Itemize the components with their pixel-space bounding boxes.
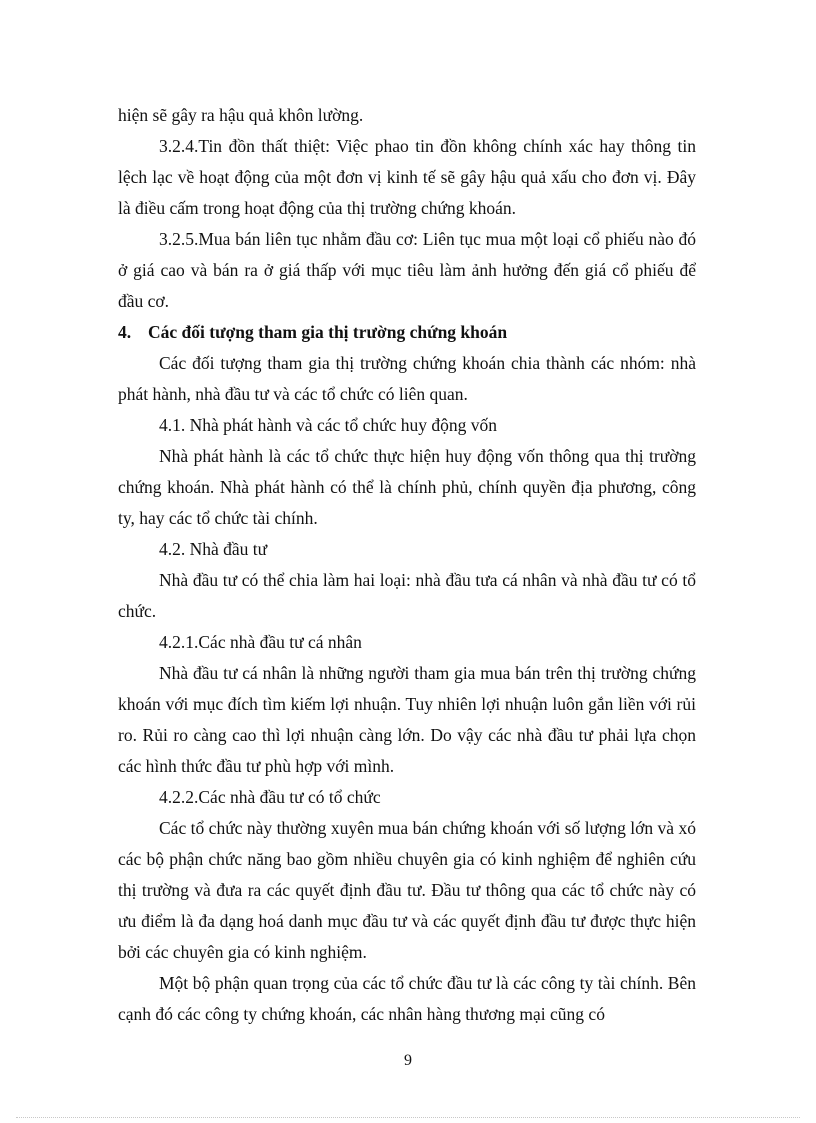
- subheading-institutional-investors: 4.2.2.Các nhà đầu tư có tổ chức: [159, 787, 381, 807]
- section-heading-title: Các đối tượng tham gia thị trường chứng khoán: [148, 322, 508, 342]
- document-body: [118, 100, 696, 1030]
- paragraph-individual-investors: Nhà đầu tư cá nhân là những người tham gia mua bán trên thị trường chứng khoán với mục đích tìm kiếm lợi nhuận. Tuy nhiên lợi nhuận luôn gắn liền với rủi ro. Rủi ro càng cao thì lợi nhuận càng lớn. Do vậy các nhà đầu tư phải lựa chọn các hình thức đầu tư phù hợp với mình.: [118, 663, 696, 776]
- section-heading: [118, 317, 696, 348]
- page-number: 9: [404, 1052, 412, 1069]
- paragraph-continuation: hiện sẽ gây ra hậu quả khôn lường.: [118, 105, 364, 125]
- paragraph-speculation: 3.2.5.Mua bán liên tục nhằm đầu cơ: Liên tục mua một loại cổ phiếu nào đó ở giá cao và bán ra ở giá thấp với mục tiêu làm ảnh hưởng đến giá cổ phiếu để đầu cơ.: [118, 229, 696, 311]
- page-bottom-divider: [16, 1117, 800, 1118]
- paragraph-issuers: Nhà phát hành là các tổ chức thực hiện huy động vốn thông qua thị trường chứng khoán. Nhà phát hành có thể là chính phủ, chính quyền địa phương, công ty, hay các tổ chức tài chính.: [118, 446, 696, 528]
- paragraph-financial-companies: Một bộ phận quan trọng của các tổ chức đầu tư là các công ty tài chính. Bên cạnh đó các công ty chứng khoán, các nhân hàng thương mại cũng có: [118, 973, 696, 1024]
- paragraph-investors: Nhà đầu tư có thể chia làm hai loại: nhà đầu tưa cá nhân và nhà đầu tư có tổ chức.: [118, 570, 696, 621]
- section-heading-number: 4.: [118, 322, 132, 342]
- subheading-issuers: 4.1. Nhà phát hành và các tổ chức huy động vốn: [159, 415, 498, 435]
- subheading-individual-investors: 4.2.1.Các nhà đầu tư cá nhân: [159, 632, 362, 652]
- paragraph-participants: Các đối tượng tham gia thị trường chứng khoán chia thành các nhóm: nhà phát hành, nhà đầu tư và các tổ chức có liên quan.: [118, 353, 696, 404]
- paragraph-institutional-investors: Các tổ chức này thường xuyên mua bán chứng khoán với số lượng lớn và xó các bộ phận chức năng bao gồm nhiều chuyên gia có kinh nghiệm để nghiên cứu thị trường và đưa ra các quyết định đầu tư. Đầu tư thông qua các tổ chức này có ưu điểm là đa dạng hoá danh mục đầu tư và các quyết định đầu tư được thực hiện bởi các chuyên gia có kinh nghiệm.: [118, 818, 696, 962]
- paragraph-rumor: 3.2.4.Tin đồn thất thiệt: Việc phao tin đồn không chính xác hay thông tin lệch lạc về hoạt động của một đơn vị kinh tế sẽ gây hậu quả xấu cho đơn vị. Đây là điều cấm trong hoạt động của thị trường chứng khoán.: [118, 136, 696, 218]
- subheading-investors: 4.2. Nhà đầu tư: [159, 539, 268, 559]
